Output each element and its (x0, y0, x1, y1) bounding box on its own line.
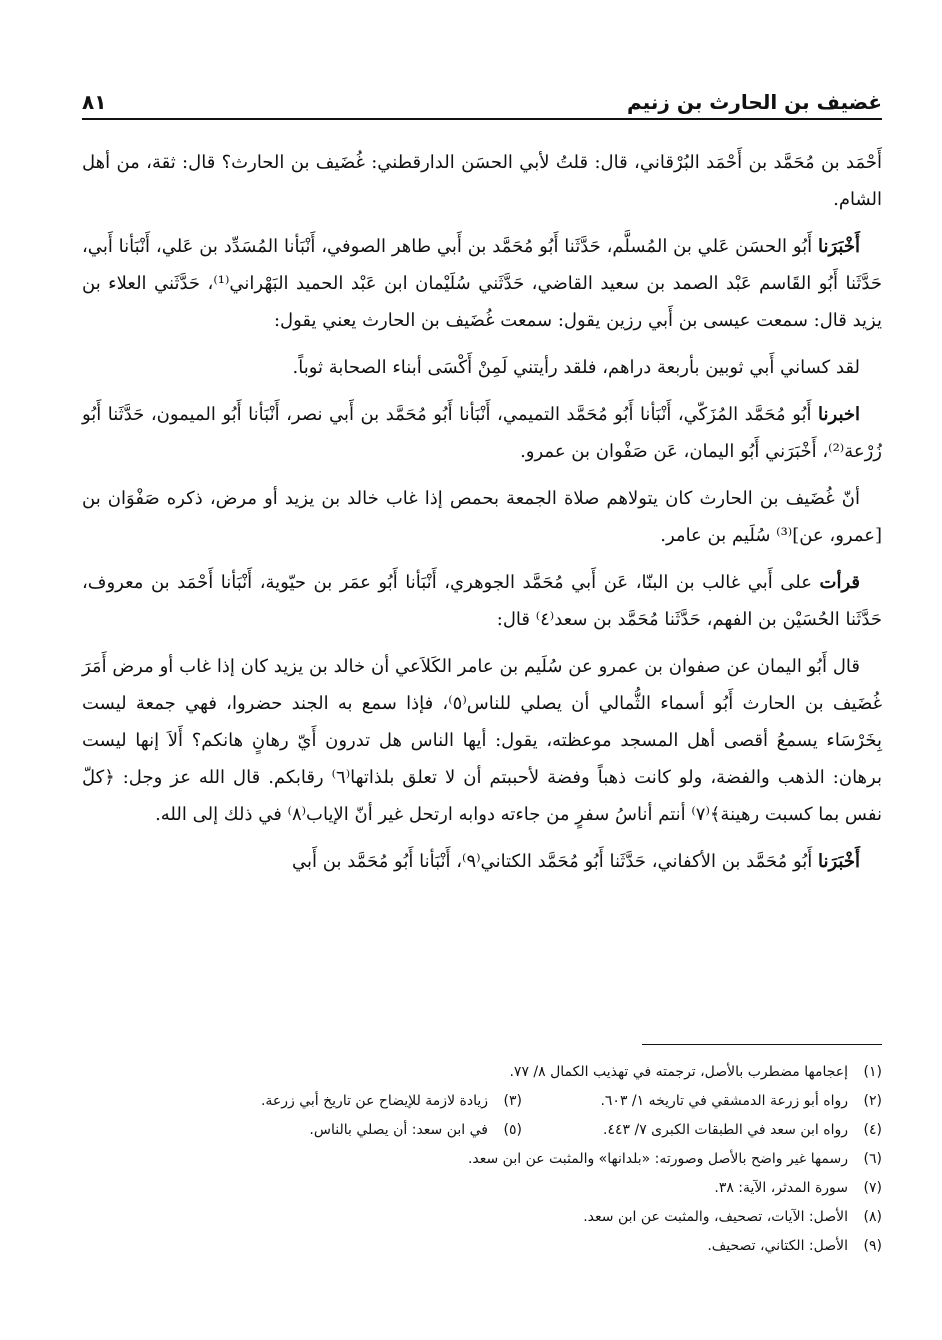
footnote: (٤)رواه ابن سعد في الطبقات الكبرى ٧/ ٤٤٣. (٥)في ابن سعد: أن يصلي بالناس. (309, 1122, 882, 1138)
footnote: (١)إعجامها مضطرب بالأصل، ترجمته في تهذيب الكمال ٨/ ٧٧. (509, 1064, 882, 1080)
footnote: (٢)رواه أبو زرعة الدمشقي في تاريخه ١/ ٦٠٣. (٣)زيادة لازمة للإيضاح عن تاريخ أبي زرعة. (260, 1093, 882, 1109)
paragraph: أَخْبَرَنا أَبُو الحسَن عَلي بن المُسلَّم، حَدَّثَنا أَبُو مُحَمَّد بن أَبي طاهر الصوفي، أَنْبَأنا المُسَدِّد بن عَلي، أَنْبَأنا أَبي، حَدَّثَنا أَبُو القَاسم عَبْد الصمد بن سعيد القاضي، حَدَّثَني سُلَيْمان ابن عَبْد الحميد البَهْراني⁽¹⁾، حَدَّثَني العلاء بن يزيد قال: سمعت عيسى بن أَبي رزين يقول: سمعت غُضَيف بن الحارث يعني يقول: (82, 236, 883, 331)
footnote: (٩)الأصل: الكتاني، تصحيف. (707, 1238, 882, 1254)
paragraph: أَخْبَرَنا أَبُو مُحَمَّد بن الأكفاني، حَدَّثَنا أَبُو مُحَمَّد الكتاني⁽٩⁾، أَنْبَأنا أَبُو مُحَمَّد بن أَبي (292, 851, 860, 872)
paragraph: لقد كساني أَبي ثوبين بأربعة دراهم، فلقد رأيتني لَمِنْ أَكْسَى أبناء الصحابة ثوباً. (292, 357, 860, 378)
footnote: (٧)سورة المدثر، الآية: ٣٨. (714, 1180, 882, 1196)
paragraph: اخبرنا أَبُو مُحَمَّد المُزَكّي، أَنْبَأنا أَبُو مُحَمَّد التميمي، أَنْبَأنا أَبُو مُحَمَّد بن أَبي نصر، أَنْبَأنا أَبُو الميمون، حَدَّثَنا أَبُو زُرْعة⁽²⁾، أَخْبَرَني أَبُو اليمان، عَن صَفْوان بن عمرو. (82, 404, 882, 462)
header-divider (82, 118, 882, 120)
footnote: (٨)الأصل: الآيات، تصحيف، والمثبت عن ابن سعد. (583, 1209, 882, 1225)
paragraph: قال أَبُو اليمان عن صفوان بن عمرو عن سُلَيم بن عامر الكَلاَعي أن خالد بن يزيد كان إذا غاب أو مرض أَمَرَ غُضَيف بن الحارث أَبُو أسماء الثُّمالي أن يصلي للناس⁽٥⁾، فإذا سمع به الجند حضروا، فهي جمعة ليست بِخَرْسَاء يسمعُ أقصى أهل المسجد موعظته، يقول: أيها الناس هل تدرون أَيّ رهانٍ هانكم؟ أَلاَ إنها ليست برهان: الذهب والفضة، ولو كانت ذهباً وفضة لأحببتم أن لا تعلق بلذاتها⁽٦⁾ رقابكم. قال الله عز وجل: ﴿كلّ نفس بما كسبت رهينة﴾⁽٧⁾ أنتم أناسُ سفرٍ من جاءته دوابه ارتحل غير أنّ الإياب⁽٨⁾ في ذلك إلى الله. (82, 656, 882, 825)
page-header (82, 80, 882, 114)
page-number: ٨١ (82, 90, 107, 114)
footnote: (٦)رسمها غير واضح بالأصل وصورته: «بلدانها» والمثبت عن ابن سعد. (467, 1151, 882, 1167)
paragraph: أَحْمَد بن مُحَمَّد بن أَحْمَد البُرْقاني، قال: قلتُ لأبي الحسَن الدارقطني: غُضَيف بن الحارث؟ قال: ثقة، من أهل الشام. (82, 152, 882, 210)
running-title: غضيف بن الحارث بن زنيم (627, 90, 882, 114)
footnote-divider (642, 1044, 882, 1045)
footnotes (82, 1058, 882, 1261)
paragraph: أنّ غُضَيف بن الحارث كان يتولاهم صلاة الجمعة بحمص إذا غاب خالد بن يزيد أو مرض، ذكره صَفْوَان بن [عمرو، عن]⁽³⁾ سُلَيم بن عامر. (82, 488, 882, 546)
paragraph: قرأت على أَبي غالب بن البنّا، عَن أَبي مُحَمَّد الجوهري، أَنْبَأنا أَبُو عمَر بن حيّوية، أَنْبَأنا أَحْمَد بن معروف، حَدَّثَنا الحُسَيْن بن الفهم، حَدَّثَنا مُحَمَّد بن سعد⁽٤⁾ قال: (82, 572, 882, 630)
main-text (82, 144, 882, 890)
